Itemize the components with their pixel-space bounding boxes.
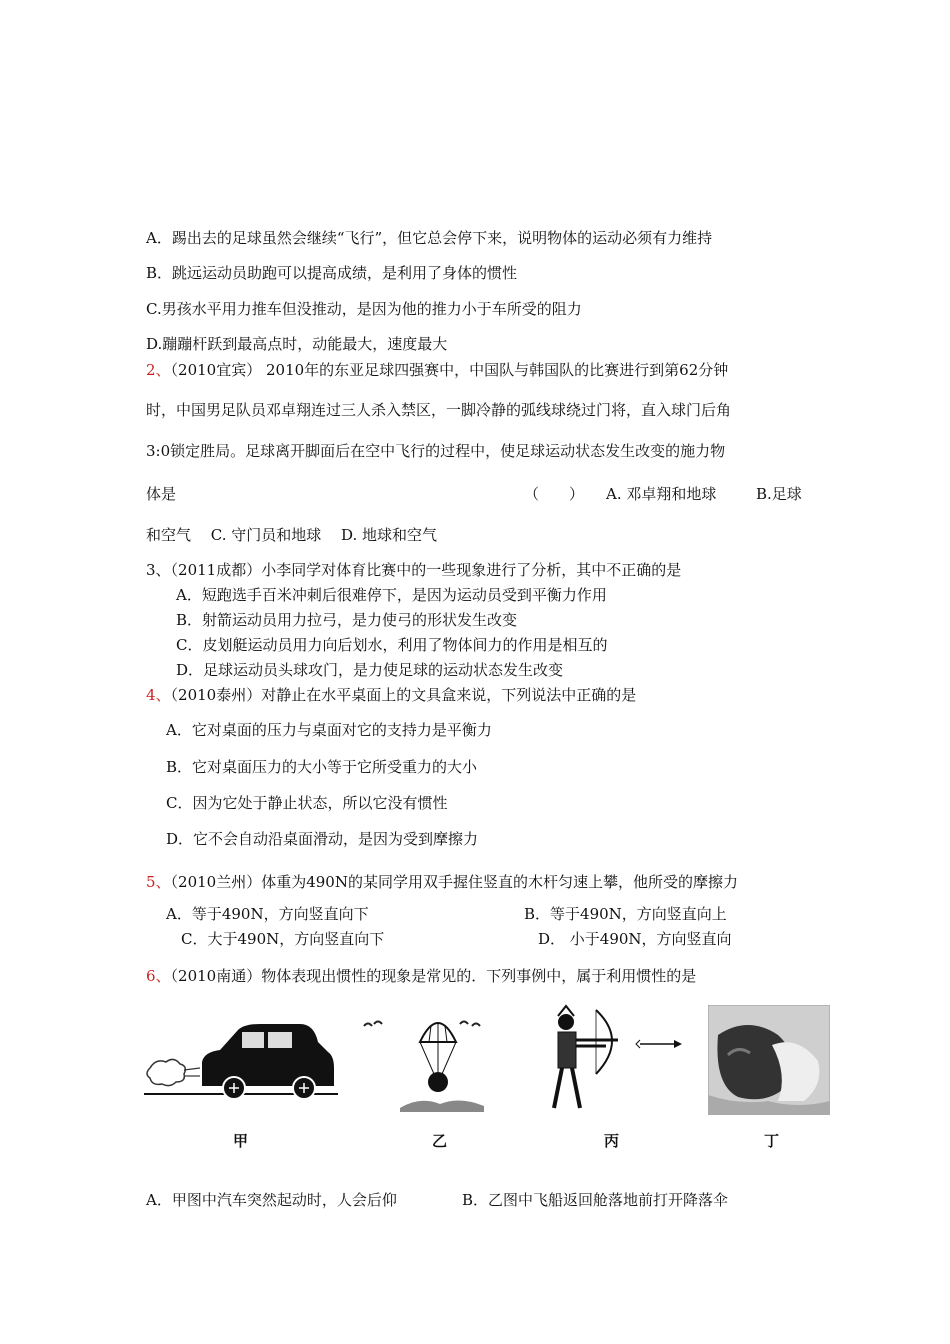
caption-jia: 甲: [233, 1132, 249, 1150]
q6-line: [146, 966, 696, 986]
q2-number: 2、: [146, 361, 171, 379]
q5-line: [146, 872, 738, 892]
q5-stem: （2010兰州）体重为490N的某同学用双手握住竖直的木杆匀速上攀，他所受的摩擦力: [170, 873, 738, 891]
q4-number: 4、: [146, 686, 171, 704]
q1-option-a: A．踢出去的足球虽然会继续“飞行”，但它总会停下来，说明物体的运动必须有力维持: [146, 229, 713, 247]
q2-option-b-start: B.足球: [756, 485, 802, 503]
q4-option-b: B．它对桌面压力的大小等于它所受重力的大小: [166, 758, 478, 776]
q2-option-a: A. 邓卓翔和地球: [606, 485, 717, 503]
q5-option-b: B．等于490N，方向竖直向上: [524, 905, 727, 923]
q4-option-a: A．它对桌面的压力与桌面对它的支持力是平衡力: [166, 721, 492, 739]
figure-archer: [548, 1004, 688, 1116]
q2-stem-1: （2010宜宾） 2010年的东亚足球四强赛中，中国队与韩国队的比赛进行到第62分钟: [170, 361, 729, 379]
q3-option-d: D．足球运动员头球攻门，是力使足球的运动状态发生改变: [176, 661, 564, 679]
caption-bing: 丙: [604, 1132, 620, 1150]
q6-option-a: A．甲图中汽车突然起动时，人会后仰: [146, 1191, 397, 1209]
caption-yi: 乙: [432, 1132, 448, 1150]
q2-options-cont: 和空气 C. 守门员和地球 D. 地球和空气: [146, 526, 438, 544]
q5-option-c: C．大于490N，方向竖直向下: [181, 930, 385, 948]
q3-option-c: C．皮划艇运动员用力向后划水，利用了物体间力的作用是相互的: [176, 636, 608, 654]
q2-bracket: （ ）: [524, 485, 585, 503]
q4-line: [146, 685, 636, 705]
q4-option-d: D．它不会自动沿桌面滑动，是因为受到摩擦力: [166, 830, 479, 848]
q1-option-c: C.男孩水平用力推车但没推动，是因为他的推力小于车所受的阻力: [146, 300, 582, 318]
q3-number: 3、: [146, 561, 171, 579]
q1-option-b: B．跳远运动员助跑可以提高成绩，是利用了身体的惯性: [146, 264, 518, 282]
q5-option-d: D． 小于490N，方向竖直向: [538, 930, 732, 948]
q2-line-3: 3:0锁定胜局。足球离开脚面后在空中飞行的过程中，使足球运动状态发生改变的施力物: [146, 442, 726, 460]
q4-stem: （2010泰州）对静止在水平桌面上的文具盒来说，下列说法中正确的是: [170, 686, 637, 704]
caption-ding: 丁: [764, 1132, 780, 1150]
q6-number: 6、: [146, 967, 171, 985]
figure-parachute: [360, 1012, 500, 1112]
q3-option-a: A．短跑选手百米冲刺后很难停下，是因为运动员受到平衡力作用: [176, 586, 607, 604]
figure-car: [142, 1022, 342, 1104]
q3-stem: （2011成都）小李同学对体育比赛中的一些现象进行了分析，其中不正确的是: [170, 561, 682, 579]
q6-stem: （2010南通）物体表现出惯性的现象是常见的．下列事例中，属于利用惯性的是: [170, 967, 697, 985]
q3-line: [146, 560, 681, 580]
figure-photo: [708, 1005, 830, 1115]
q1-option-d: D.蹦蹦杆跃到最高点时，动能最大，速度最大: [146, 335, 448, 353]
q2-line-1: [146, 360, 728, 380]
q5-option-a: A．等于490N，方向竖直向下: [166, 905, 369, 923]
q5-number: 5、: [146, 873, 171, 891]
q2-line-2: 时，中国男足队员邓卓翔连过三人杀入禁区，一脚冷静的弧线球绕过门将，直入球门后角: [146, 401, 732, 419]
q4-option-c: C．因为它处于静止状态，所以它没有惯性: [166, 794, 448, 812]
q6-option-b: B．乙图中飞船返回舱落地前打开降落伞: [462, 1191, 729, 1209]
q3-option-b: B．射箭运动员用力拉弓，是力使弓的形状发生改变: [176, 611, 518, 629]
q2-line-4: 体是: [146, 485, 177, 503]
